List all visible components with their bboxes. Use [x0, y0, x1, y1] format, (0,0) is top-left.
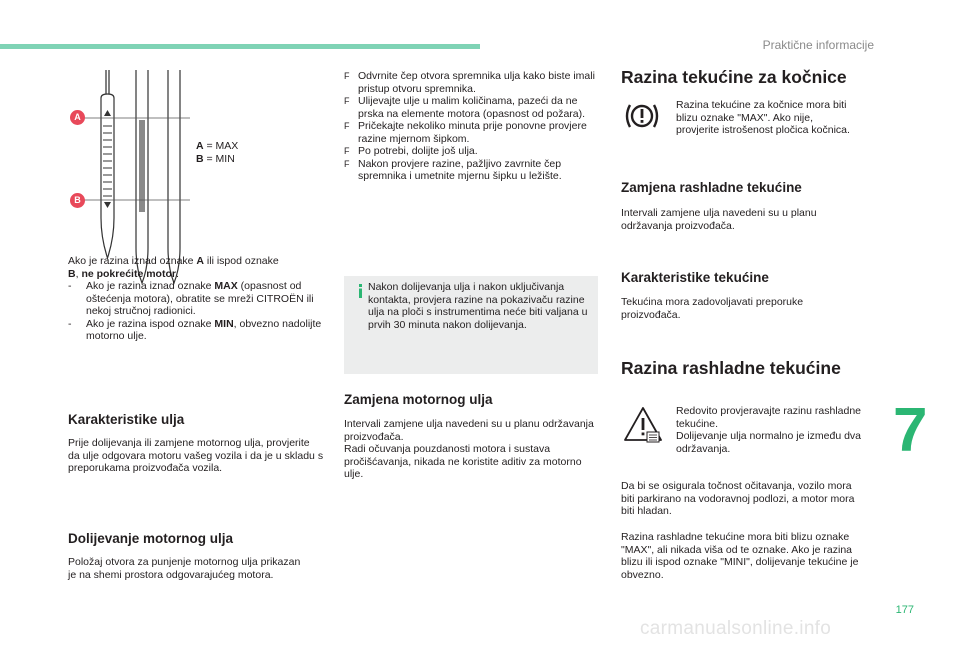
list-item: - Ako je razina ispod oznake MIN, obvezno nadolijte motorno ulje. — [68, 317, 322, 342]
oil-change-heading: Zamjena motornog ulja — [344, 392, 493, 407]
coolant-change-heading: Zamjena rashladne tekućine — [621, 180, 802, 195]
brake-warning-icon — [624, 100, 660, 132]
page-number: 177 — [895, 604, 914, 616]
caution-book-icon — [622, 404, 664, 446]
info-icon — [353, 284, 367, 298]
oil-change-text: Intervali zamjene ulja navedeni su u planu održavanja proizvođača. Radi očuvanja pouzdanosti motora i sustava pročišćavanja, nikada ne koristite aditiv za motorno ulje. — [344, 418, 594, 480]
level-warning-paragraph: Ako je razina iznad oznake A ili ispod oznake B, ne pokrećite motor. - Ako je razina iznad oznake MAX (opasnost od oštećenja motora), obratite se mreži CITROËN ili nekoj stručnoj radionici. - Ako je razina ispod oznake MIN, obvezno nadolijte motorno ulje. — [68, 255, 324, 343]
list-item: F Nakon provjere razine, pažljivo zavrnite čep spremnika i umetnite mjernu šipku u ležište. — [344, 157, 562, 182]
header-accent-bar — [0, 44, 480, 49]
fluid-characteristics-text: Tekućina mora zadovoljavati preporuke proizvođača. — [621, 296, 804, 321]
watermark: carmanualsonline.info — [640, 618, 832, 639]
oil-topup-text: Položaj otvora za punjenje motornog ulja prikazan je na shemi prostora odgovarajućeg motora. — [68, 556, 301, 581]
coolant-reading-text: Da bi se osigurala točnost očitavanja, vozilo mora biti parkirano na vodoravnoj podlozi, a motor mora biti hladan. — [621, 480, 855, 517]
legend-max: A = MAX — [196, 140, 239, 152]
info-box-text: Nakon dolijevanja ulja i nakon uključivanja kontakta, provjera razine na pokazivaču razine ulja na ploči s instrumentima neće biti valjana u prvih 30 minuta nakon dolijevanja. — [368, 281, 588, 331]
oil-topup-heading: Dolijevanje motornog ulja — [68, 531, 234, 546]
oil-characteristics-heading: Karakteristike ulja — [68, 412, 185, 427]
page-header-title: Praktične informacije — [762, 38, 874, 52]
legend-min: B = MIN — [196, 153, 235, 165]
level-warning-list — [68, 280, 324, 343]
marker-a: A — [70, 110, 85, 125]
brake-fluid-heading: Razina tekućine za kočnice — [621, 67, 847, 87]
marker-b: B — [70, 193, 85, 208]
coolant-max-text: Razina rashladne tekućine mora biti blizu oznake "MAX", ali nikada viša od te oznake. Ako je razina blizu ili ispod oznake "MINI", dolijevanje tekućine je obvezno. — [621, 531, 859, 581]
coolant-change-text: Intervali zamjene ulja navedeni su u planu održavanja proizvođača. — [621, 207, 817, 232]
list-item: - Ako je razina iznad oznake MAX (opasnost od oštećenja motora), obratite se mreži CITROËN ili nekoj stručnoj radionici. — [68, 280, 314, 317]
oil-topup-steps — [344, 70, 602, 183]
list-item: F Po potrebi, dolijte još ulja. — [344, 145, 478, 157]
list-item: F Odvrnite čep otvora spremnika ulja kako biste imali pristup otvoru spremnika. — [344, 70, 595, 95]
chapter-number: 7 — [893, 396, 928, 465]
coolant-level-heading: Razina rashladne tekućine — [621, 358, 841, 378]
fluid-characteristics-heading: Karakteristike tekućine — [621, 270, 769, 285]
oil-characteristics-text: Prije dolijevanja ili zamjene motornog ulja, provjerite da ulje odgovara motoru vašeg vozila i da je u skladu s preporukama proizvođača vozila. — [68, 437, 324, 474]
brake-fluid-text: Razina tekućine za kočnice mora biti blizu oznake "MAX". Ako nije, provjerite istrošenost pločica kočnica. — [676, 99, 850, 136]
coolant-level-text: Redovito provjeravajte razinu rashladne tekućine. Dolijevanje ulja normalno je između dva održavanja. — [676, 405, 862, 455]
list-item: F Ulijevajte ulje u malim količinama, pazeći da ne prska na elemente motora (opasnost od požara). — [344, 95, 586, 120]
list-item: F Pričekajte nekoliko minuta prije ponovne provjere razine mjernom šipkom. — [344, 120, 587, 145]
